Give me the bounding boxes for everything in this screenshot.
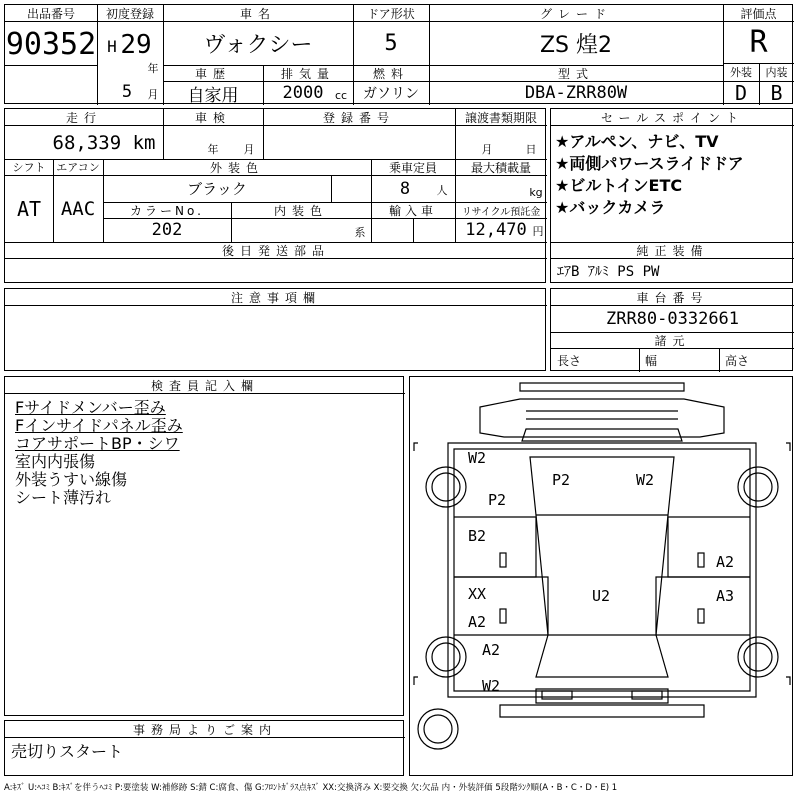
damage-mark: U2 (592, 587, 611, 605)
model-code: DBA-ZRR80W (524, 83, 628, 103)
legend-text: A:ｷｽﾞ U:ﾍｺﾐ B:ｷｽﾞを伴うﾍｺﾐ P:要塗装 W:補修跡 S:錆 C:腐食、傷 G:ﾌﾛﾝﾄｶﾞﾗｽ点ｷｽﾞ XX:交換済み X:要交換 欠:欠品 内・外装評価 5段階ﾗﾝｸ順(A・B・C・D・E) 1 (4, 783, 618, 793)
exterior-color: ブラック (187, 180, 247, 198)
interior-grade-label: 内装 (765, 66, 788, 79)
notes-label: 注意事項欄 (230, 290, 321, 305)
inspection-year-unit: 年 (207, 143, 219, 156)
interior-color-label: 内装色 (273, 203, 328, 218)
score-label: 評価点 (740, 6, 777, 21)
damage-mark: A2 (716, 553, 735, 571)
damage-mark: W2 (468, 449, 487, 467)
car-outline-diagram (410, 377, 794, 777)
mileage-label: 走行 (65, 110, 102, 125)
damage-mark: A2 (468, 613, 487, 631)
shift: AT (16, 196, 42, 221)
score: R (749, 24, 768, 60)
max-load-unit: kg (529, 185, 543, 199)
registration-year: 29 (120, 30, 152, 60)
chassis-block (550, 288, 793, 371)
fuel: ガソリン (363, 86, 419, 102)
sales-point-item: ★バックカメラ (555, 198, 666, 217)
inspection-label: 車検 (194, 110, 231, 125)
capacity-label: 乗車定員 (388, 160, 437, 175)
inspector-block (4, 376, 404, 716)
grade-label: グレード (539, 6, 612, 21)
inspector-note: シート薄汚れ (15, 488, 112, 507)
dimensions-label: 諸元 (654, 333, 691, 348)
vehicle-summary-block (4, 4, 793, 104)
transfer-day-unit: 日 (525, 143, 537, 156)
inspector-note: 室内内張傷 (15, 452, 96, 471)
mileage: 68,339 km (52, 132, 156, 154)
length-label: 長さ (557, 353, 582, 368)
month-unit: 月 (147, 88, 159, 101)
era: H (107, 36, 117, 56)
shift-label: シフト (12, 161, 46, 174)
notes-block (4, 288, 546, 371)
door-count: 5 (384, 30, 398, 56)
import-label: 輸入車 (388, 203, 437, 218)
sales-point-item: ★アルペン、ナビ、TV (555, 132, 719, 151)
history: 自家用 (187, 85, 239, 106)
capacity-unit: 人 (436, 184, 448, 197)
vehicle-details-block (4, 108, 546, 283)
sales-point-item: ★両側パワースライドドア (555, 154, 744, 173)
lot-number: 90352 (5, 26, 97, 62)
aircon: AAC (60, 197, 96, 220)
equipment-value: ｴｱB ｱﾙﾐ PS PW (557, 264, 660, 280)
exterior-grade-label: 外装 (730, 66, 752, 79)
lot-number-label: 出品番号 (26, 6, 75, 21)
door-type-label: ドア形状 (367, 6, 415, 21)
office-block (4, 720, 404, 776)
car-name: ヴォクシー (203, 32, 313, 58)
transfer-deadline-label: 譲渡書類期限 (464, 110, 537, 125)
inspector-label: 検査員記入欄 (150, 378, 259, 393)
interior-grade: B (770, 81, 783, 105)
office-message: 売切りスタート (11, 741, 124, 761)
exterior-grade: D (734, 81, 748, 105)
color-number: 202 (151, 220, 183, 240)
damage-mark: P2 (552, 471, 571, 489)
damage-mark: W2 (636, 471, 655, 489)
inspector-note: Fインサイドパネル歪み (15, 416, 183, 435)
sales-points-label: セールスポイント (601, 110, 744, 125)
inspector-note: 外装うすい線傷 (15, 470, 128, 489)
max-load-label: 最大積載量 (470, 160, 531, 175)
registration-number-label: 登録番号 (322, 110, 395, 125)
displacement-label: 排気量 (280, 66, 335, 81)
recycle-fee: 12,470 (465, 220, 527, 240)
capacity: 8 (399, 178, 411, 199)
year-unit: 年 (147, 62, 159, 75)
width-label: 幅 (645, 353, 658, 368)
registration-month: 5 (121, 82, 133, 102)
exterior-color-label: 外装色 (209, 160, 264, 175)
office-label: 事務局よりご案内 (132, 722, 277, 737)
recycle-unit: 円 (532, 225, 544, 238)
aircon-label: エアコン (56, 161, 100, 174)
later-parts-label: 後日発送部品 (221, 243, 330, 258)
damage-mark: P2 (488, 491, 507, 509)
history-label: 車歴 (194, 66, 231, 81)
inspection-month-unit: 月 (243, 143, 255, 156)
car-name-label: 車名 (239, 6, 276, 21)
inspector-note: コアサポートBP・シワ (15, 434, 180, 453)
damage-diagram (409, 376, 793, 776)
transfer-month-unit: 月 (481, 143, 493, 156)
damage-mark: A3 (716, 587, 735, 605)
displacement: 2000 (282, 83, 324, 103)
damage-mark: A2 (482, 641, 501, 659)
color-number-label: カラーNo. (130, 203, 204, 218)
sales-points-list (555, 129, 793, 217)
sales-points-block (550, 108, 793, 283)
interior-color-unit: 系 (354, 226, 366, 239)
damage-mark: W2 (482, 677, 501, 695)
model-code-label: 型式 (557, 66, 594, 81)
chassis-label: 車台番号 (636, 290, 709, 305)
damage-mark: XX (468, 585, 487, 603)
chassis-number: ZRR80-0332661 (605, 309, 740, 329)
grade: ZS 煌2 (539, 32, 613, 58)
first-registration-label: 初度登録 (105, 6, 154, 21)
fuel-label: 燃料 (372, 66, 409, 81)
equipment-label: 純正装備 (636, 243, 709, 258)
height-label: 高さ (725, 353, 750, 368)
displacement-unit: cc (334, 88, 348, 102)
damage-mark: B2 (468, 527, 487, 545)
inspector-note: Fサイドメンバー歪み (15, 398, 166, 417)
recycle-label: リサイクル預託金 (461, 206, 541, 218)
sales-point-item: ★ビルトインETC (555, 176, 683, 195)
